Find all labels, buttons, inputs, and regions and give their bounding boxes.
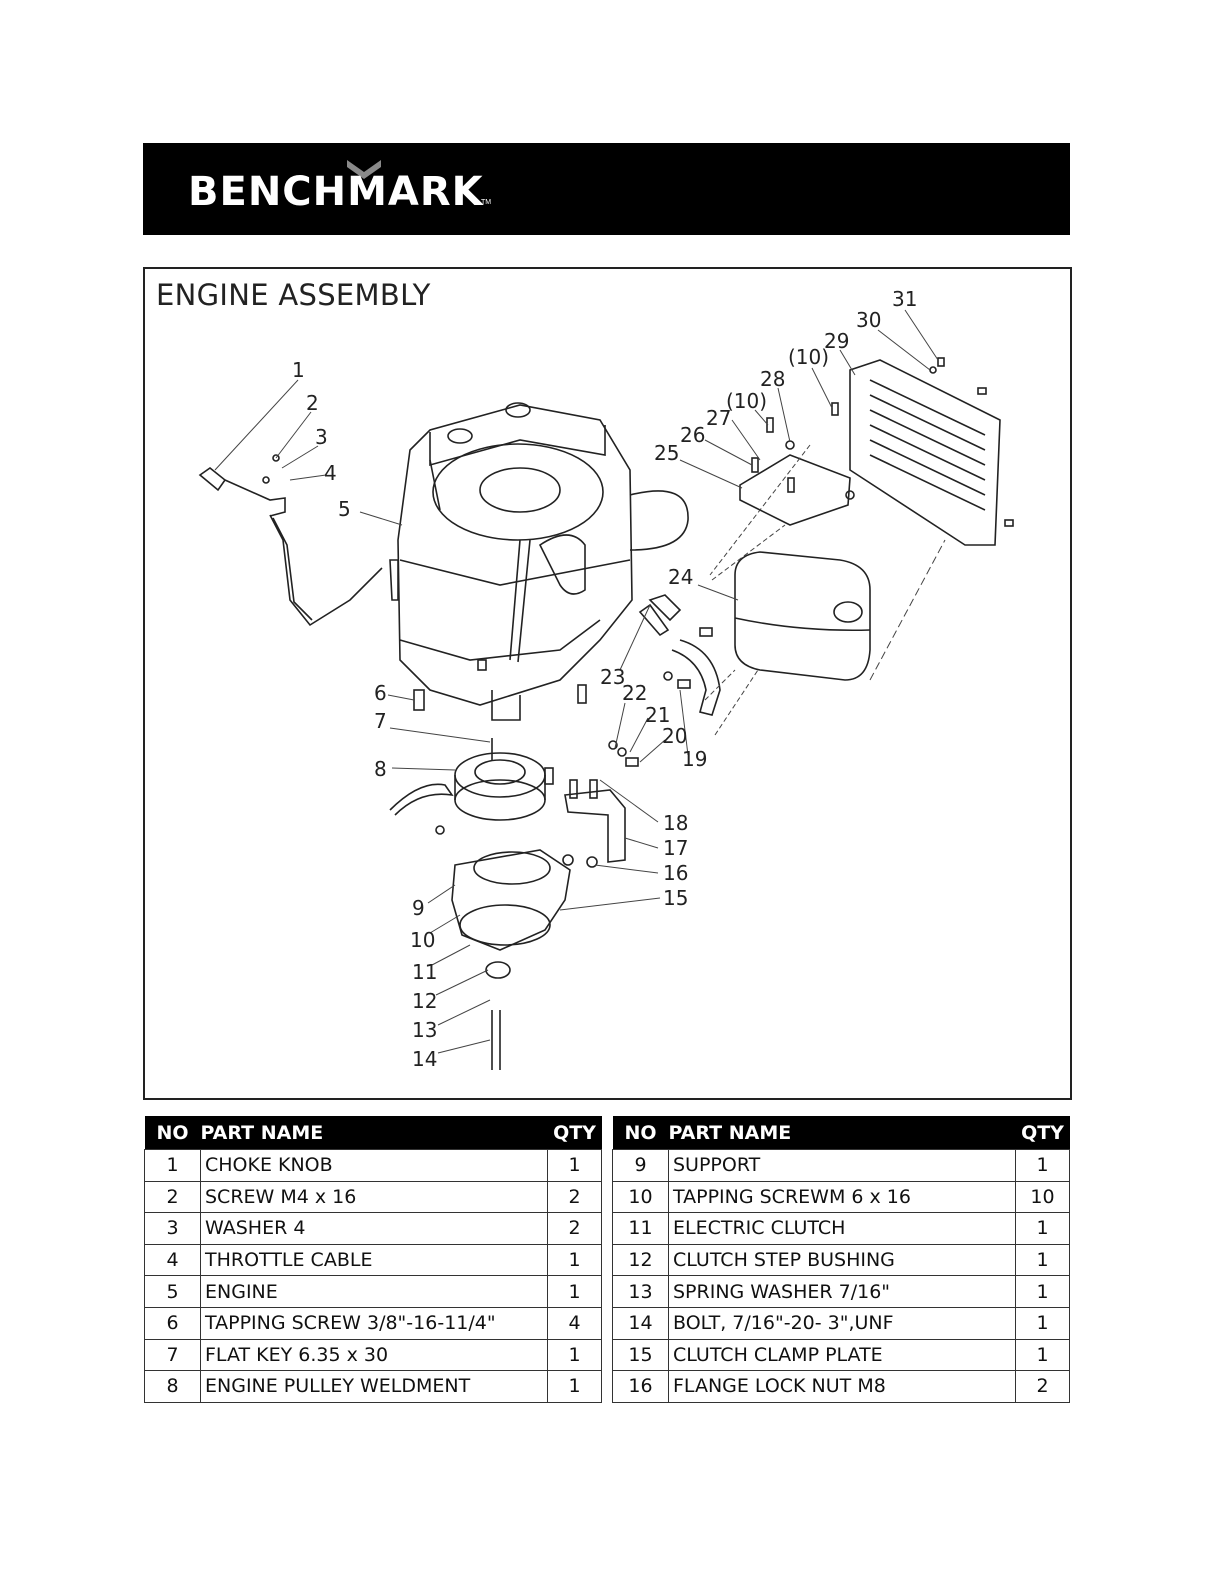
callout-3: 3 bbox=[315, 425, 328, 449]
part-no: 11 bbox=[613, 1213, 669, 1245]
part-qty: 1 bbox=[548, 1276, 602, 1308]
column-header-part-name: PART NAME bbox=[201, 1116, 548, 1150]
table-row bbox=[613, 1150, 1070, 1182]
part-name: ENGINE bbox=[201, 1276, 548, 1308]
column-header-no: NO bbox=[613, 1116, 669, 1150]
part-no: 10 bbox=[613, 1181, 669, 1213]
engine-exploded-diagram bbox=[145, 269, 1066, 1094]
part-no: 13 bbox=[613, 1276, 669, 1308]
part-name: CHOKE KNOB bbox=[201, 1150, 548, 1182]
part-qty: 2 bbox=[548, 1181, 602, 1213]
part-qty: 2 bbox=[548, 1213, 602, 1245]
part-name: BOLT, 7/16"-20- 3",UNF bbox=[669, 1307, 1016, 1339]
table-row bbox=[145, 1181, 602, 1213]
table-row bbox=[145, 1339, 602, 1371]
part-no: 14 bbox=[613, 1307, 669, 1339]
table-row bbox=[145, 1213, 602, 1245]
callout-10: 10 bbox=[410, 928, 436, 952]
part-no: 1 bbox=[145, 1150, 201, 1182]
engine-body bbox=[390, 403, 688, 720]
callout-31: 31 bbox=[892, 287, 918, 311]
callout-9: 9 bbox=[412, 896, 425, 920]
part-no: 4 bbox=[145, 1244, 201, 1276]
brand-logo: BENCHMARK bbox=[188, 169, 484, 215]
callout-28: 28 bbox=[760, 367, 786, 391]
part-no: 15 bbox=[613, 1339, 669, 1371]
callout-4: 4 bbox=[324, 461, 337, 485]
table-row bbox=[613, 1181, 1070, 1213]
part-name: TAPPING SCREW 3/8"-16-11/4" bbox=[201, 1307, 548, 1339]
callout-11: 11 bbox=[412, 960, 438, 984]
part-no: 8 bbox=[145, 1371, 201, 1403]
callout-21: 21 bbox=[645, 703, 671, 727]
part-name: FLANGE LOCK NUT M8 bbox=[669, 1371, 1016, 1403]
figure-title: ENGINE ASSEMBLY bbox=[156, 278, 431, 312]
part-name: SUPPORT bbox=[669, 1150, 1016, 1182]
part-no: 5 bbox=[145, 1276, 201, 1308]
part-no: 3 bbox=[145, 1213, 201, 1245]
callout-26: 26 bbox=[680, 423, 706, 447]
table-row bbox=[613, 1339, 1070, 1371]
callout-15: 15 bbox=[663, 886, 689, 910]
callout-5: 5 bbox=[338, 497, 351, 521]
table-row bbox=[613, 1371, 1070, 1403]
callout-12: 12 bbox=[412, 989, 438, 1013]
callout-10b: (10) bbox=[788, 345, 830, 369]
part-qty: 10 bbox=[1016, 1181, 1070, 1213]
part-qty: 1 bbox=[1016, 1307, 1070, 1339]
table-row bbox=[613, 1276, 1070, 1308]
column-header-part-name: PART NAME bbox=[669, 1116, 1016, 1150]
trademark-mark: TM bbox=[481, 199, 492, 206]
table-header-row bbox=[145, 1116, 602, 1150]
muffler-and-guard bbox=[565, 360, 1000, 862]
callout-numbers bbox=[292, 287, 917, 1071]
part-name: TAPPING SCREWM 6 x 16 bbox=[669, 1181, 1016, 1213]
part-qty: 1 bbox=[1016, 1244, 1070, 1276]
callout-10a: (10) bbox=[726, 389, 768, 413]
callout-8: 8 bbox=[374, 757, 387, 781]
part-name: ENGINE PULLEY WELDMENT bbox=[201, 1371, 548, 1403]
column-header-qty: QTY bbox=[1016, 1116, 1070, 1150]
callout-13: 13 bbox=[412, 1018, 438, 1042]
table-header-row bbox=[613, 1116, 1070, 1150]
callout-18: 18 bbox=[663, 811, 689, 835]
part-name: WASHER 4 bbox=[201, 1213, 548, 1245]
table-row bbox=[145, 1244, 602, 1276]
part-qty: 4 bbox=[548, 1307, 602, 1339]
callout-14: 14 bbox=[412, 1047, 438, 1071]
part-name: THROTTLE CABLE bbox=[201, 1244, 548, 1276]
callout-19: 19 bbox=[682, 747, 708, 771]
callout-27: 27 bbox=[706, 406, 732, 430]
column-header-qty: QTY bbox=[548, 1116, 602, 1150]
table-row bbox=[145, 1150, 602, 1182]
part-no: 2 bbox=[145, 1181, 201, 1213]
part-name: SPRING WASHER 7/16" bbox=[669, 1276, 1016, 1308]
parts-table-right bbox=[612, 1116, 1070, 1403]
part-qty: 2 bbox=[1016, 1371, 1070, 1403]
part-qty: 1 bbox=[1016, 1276, 1070, 1308]
table-row bbox=[613, 1244, 1070, 1276]
callout-6: 6 bbox=[374, 681, 387, 705]
callout-7: 7 bbox=[374, 709, 387, 733]
part-qty: 1 bbox=[1016, 1339, 1070, 1371]
part-qty: 1 bbox=[1016, 1150, 1070, 1182]
parts-table-left bbox=[144, 1116, 602, 1403]
table-row bbox=[145, 1276, 602, 1308]
callout-29: 29 bbox=[824, 329, 850, 353]
table-row bbox=[613, 1213, 1070, 1245]
callout-17: 17 bbox=[663, 836, 689, 860]
part-name: FLAT KEY 6.35 x 30 bbox=[201, 1339, 548, 1371]
callout-1: 1 bbox=[292, 358, 305, 382]
callout-20: 20 bbox=[662, 724, 688, 748]
table-row bbox=[145, 1371, 602, 1403]
callout-2: 2 bbox=[306, 391, 319, 415]
callout-25: 25 bbox=[654, 441, 680, 465]
column-header-no: NO bbox=[145, 1116, 201, 1150]
part-no: 16 bbox=[613, 1371, 669, 1403]
part-qty: 1 bbox=[548, 1371, 602, 1403]
table-row bbox=[145, 1307, 602, 1339]
callout-30: 30 bbox=[856, 308, 882, 332]
table-row bbox=[613, 1307, 1070, 1339]
part-name: CLUTCH STEP BUSHING bbox=[669, 1244, 1016, 1276]
part-no: 7 bbox=[145, 1339, 201, 1371]
part-qty: 1 bbox=[548, 1244, 602, 1276]
throttle-cable bbox=[200, 455, 382, 625]
part-no: 9 bbox=[613, 1150, 669, 1182]
part-no: 6 bbox=[145, 1307, 201, 1339]
callout-24: 24 bbox=[668, 565, 694, 589]
part-name: CLUTCH CLAMP PLATE bbox=[669, 1339, 1016, 1371]
part-qty: 1 bbox=[1016, 1213, 1070, 1245]
part-qty: 1 bbox=[548, 1150, 602, 1182]
callout-16: 16 bbox=[663, 861, 689, 885]
part-no: 12 bbox=[613, 1244, 669, 1276]
part-qty: 1 bbox=[548, 1339, 602, 1371]
callout-23: 23 bbox=[600, 665, 626, 689]
part-name: SCREW M4 x 16 bbox=[201, 1181, 548, 1213]
callout-22: 22 bbox=[622, 681, 648, 705]
part-name: ELECTRIC CLUTCH bbox=[669, 1213, 1016, 1245]
